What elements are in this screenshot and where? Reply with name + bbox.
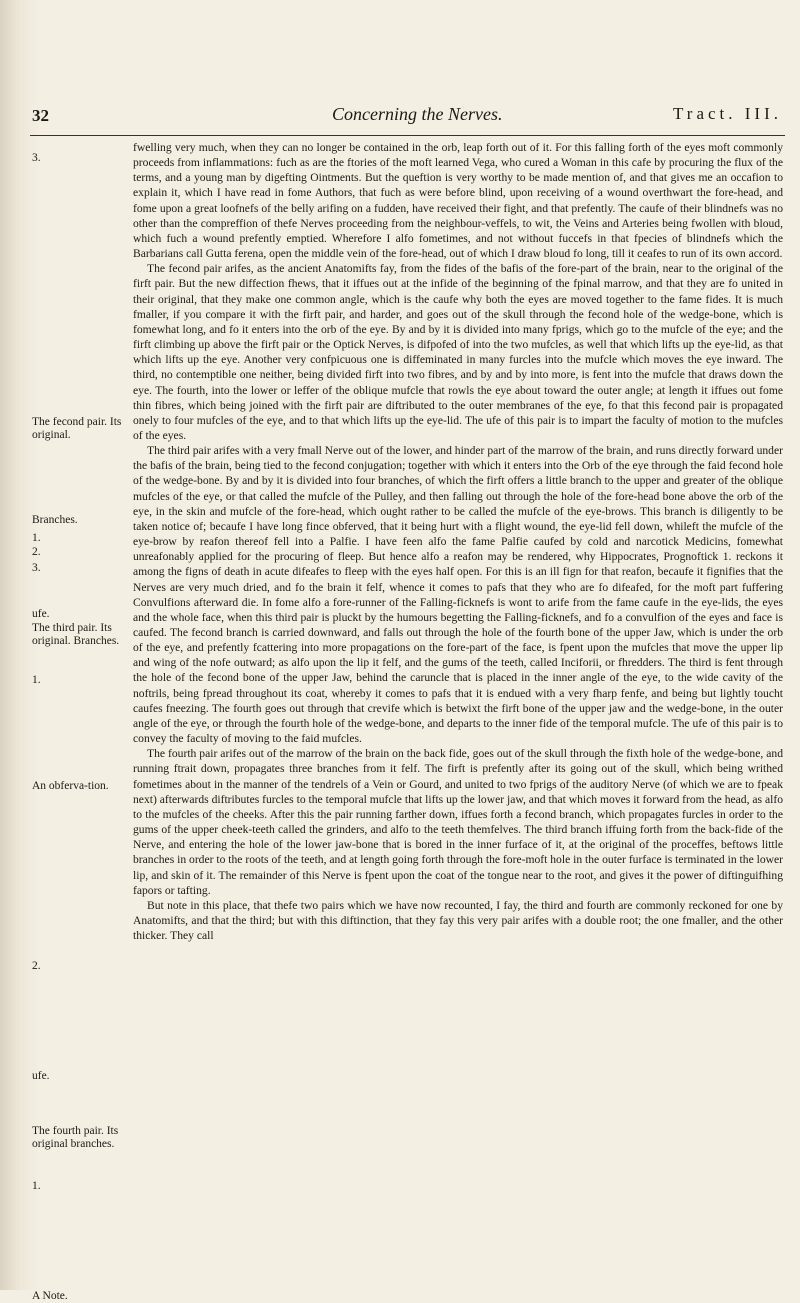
margin-note: The fourth pair. Its original branches. [32,1125,119,1150]
paragraph: The third pair arifes with a very fmall Nerve out of the lower, and hinder part of the marrow of the brain, and runs directly forward under the bafis of the brain, being tied to the fecond conjugation; together with which it enters into the Orb of the eye through the faid fecond hole of the wedge-bone. By and by it is divided into four branches, of which the firft offers a little branch to the upper and greater of the oblique mufcles of the eye, or that called the mufcle of the Pulley, and then falling out through the hole of the fore-head bone above the orb of the eye, in the skin and mufcle of the fore-head, which ought rather to be called the mufcle of the eye-brows. This branch is diligently to be taken notice of; becaufe I have long fince obferved, that it being hurt with a flight wound, the eye-lid fell down, whileft the mufcle of the eye-brow by reafon thereof fell into a Palfie. I have feen alfo the fame Palfie caufed by cold and narcotick Medicins, fomewhat unreafonably applied for the procuring of fleep. But hence alfo a reafon may be rendered, why Hippocrates, Prognoftick 1. reckons it among the figns of death in acute difeafes to fleep with the eyes half open. For this is an ill fign for that reafon, becaufe it fignifies that the Nerves are very much dried, and fo the brain it felf, whence it comes to pafs that they who are fo difeafed, for the moft part fuffering Convulfions afterward die. In fome alfo a fore-runner of the Falling-ficknefs is wont to arife from the fame caufe in the eye-lids, the eyes and the whole face, when this third pair is pluckt by the humours begetting the Falling-ficknefs, and fo a convulfion of the eyes and face is caufed. The fecond branch is carried downward, and falls out through the hole of the fourth bone of the upper Jaw, which is under the orb of the eye, and prefently fcattering into more propagations on the fore-part of the face, is fpent upon the mufcles that move the upper lip and wing of the nofe outward; as alfo upon the lip it felf, and the gums of the teeth, called Inciforii, or fhredders. The third is fent through the hole of the fecond bone of the upper Jaw, behind the caruncle that is placed in the inner angle of the eye, to the wide cavity of the noftrils, being fpread throughout its coat, whereby it comes to pafs that it is endued with a very fharp fenfe, and being but lightly toucht caufes fneezing. The fourth goes out through that crevife which is betwixt the firft bone of the upper jaw and the wedge-bone, in the outer angle of the eye, or through the fourth hole of the wedge-bone, and departs to the inner fide of the temporal mufcle. The ufe of this pair is to convey the faculty of moving to the faid mufcles. [133,444,783,746]
body-text [133,140,783,1270]
margin-note: The fecond pair. Its original. [32,416,122,441]
tract-label: Tract. III. [673,104,782,123]
margin-note: 1. [32,532,41,544]
margin-note: 2. [32,546,41,558]
margin-notes [32,140,124,1302]
margin-note: 3. [32,152,41,164]
margin-note: The third pair. Its original. Branches. [32,622,120,647]
paragraph: The fecond pair arifes, as the ancient Anatomifts fay, from the fides of the bafis of the fore-part of the brain, near to the original of the firft pair. But the new diffection fhews, that it iffues out at the infide of the beginning of the fpinal marrow, and that they are fo united in their original, that they make one common angle, which is the caufe why both the eyes are moved together to the fame fides. It is much fmaller, if you compare it with the firft pair, and harder, and goes out of the skull through the fecond hole of the wedge-bone, which is fomewhat long, and fo it enters into the orb of the eye. By and by it is divided into many fprigs, which go to the mufcle of the eye; and the firft climbing up above the firft pair or the Optick Nerves, is difpofed of into the two mufcles, as well that which lifts up the eye-lid, as that which lifts up the eye. Another very confpicuous one is diffeminated in many furcles into the mufcle which moves the eye inward. The third, no contemptible one neither, being divided firft into two fibres, and by and by into more, is fent into the mufcle that draws down the eye. The fourth, into the lower or leffer of the oblique mufcle that rowls the eye about toward the outer angle; at length it iffues out fome thin fibres, which being joined with the firft pair are diftributed to the outer membranes of the eye, fo that this fecond pair is propagated onely to four mufcles of the eye, and to that which lifts up the eye-lid. The ufe of this pair is to impart the faculty of motion to the mufcles of the eyes. [133,262,783,442]
margin-note: 3. [32,562,41,574]
margin-note: Branches. [32,514,78,526]
paragraph: But note in this place, that thefe two pairs which we have now recounted, I fay, the third and fourth are commonly reckoned for one by Anatomifts, and that the third; but with this diftinction, that they fay this very pair arifes with a double root; the one fmaller, and the other thicker. They call [133,898,783,943]
margin-note: A Note. [32,1290,68,1302]
margin-note: 1. [32,1180,41,1192]
margin-note: 1. [32,674,41,686]
paragraph: The fourth pair arifes out of the marrow of the brain on the back fide, goes out of the skull through the fixth hole of the wedge-bone, and running ftrait down, propagates three branches from it felf. The firft is prefently after its going out of the skull, which being writhed fometimes about in the manner of the tendrels of a Vein or Gourd, and united to two fprigs of the auditory Nerve (of which we are to fpeak next) afterwards diftributes furcles to the temporal mufcle that lifts up the lower jaw, and that which moves it forward from the head, as alfo to the mufcles of the cheeks. After this the pair running farther down, iffues forth a fecond branch, which propagates furcles in order to the gums of the upper cheek-teeth called the grinders, and alfo to the teeth themfelves. The third branch iffuing forth from the back-fide of the Nerve, and entering the hole of the lower jaw-bone that is bored in the inner furface of it, at the original of the proceffes, beftows little branches in order to the roots of the teeth, and at length going forth through the fore-moft hole in the outer furface is terminated in the lower lip, and skin of it. The remainder of this Nerve is fpent upon the coat of the tongue near to the root, and gives it the power of diftinguifhing fapors or tafting. [133,747,783,897]
margin-note: 2. [32,960,41,972]
header-rule [30,135,785,136]
running-head [32,100,782,130]
margin-note: ufe. [32,608,50,620]
running-title: Concerning the Nerves. [332,104,503,124]
margin-note: An obferva-tion. [32,780,109,792]
page-number: 32 [32,106,49,125]
paragraph: fwelling very much, when they can no longer be contained in the orb, leap forth out of it. For this falling forth of the eyes moft commonly proceeds from inflammations: fuch as are the ftories of the moft learned Vega, who cured a Woman in this cafe by procuring the flux of the terms, and a young man by digefting Ointments. But the queftion is very worthy to be made mention of, and that gives me an occafion to explain it, which I have read in fome Authors, that fuch as were before blind, upon receiving of a wound overthwart the fore-head, and fome upon a great loofnefs of the belly arifing on a fudden, have received their fight, and that prefently. The caufe of their blindnefs was no other than the compreffion of thefe Nerves proceeding from the neighbour-veffels, to wit, the Veins and Arteries being fwollen with bloud, which fuch a wound prefently emptied. Wherefore I alfo fometimes, and not without fuccefs in that fpecies of blindnefs which the Barbarians call Gutta ferena, open the middle vein of the fore-head, out of which I draw bloud fo long, till it ceafes to run of its own accord. [133,141,783,261]
margin-note: ufe. [32,1070,50,1082]
